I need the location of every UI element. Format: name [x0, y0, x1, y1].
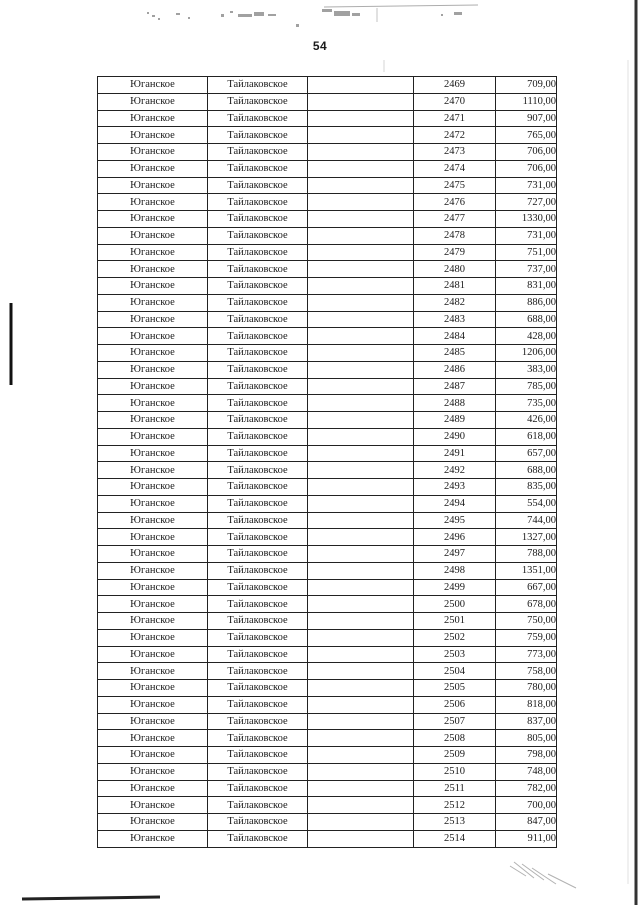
table-row: [98, 244, 557, 261]
subdistrict-cell: Тайлаковское: [208, 529, 308, 546]
blank-cell: [308, 311, 414, 328]
page-number: 54: [312, 39, 328, 53]
subdistrict-cell: Тайлаковское: [208, 495, 308, 512]
area-cell: 727,00: [496, 194, 557, 211]
area-cell: 706,00: [496, 160, 557, 177]
table-row: [98, 110, 557, 127]
blank-cell: [308, 747, 414, 764]
blank-cell: [308, 780, 414, 797]
area-cell: 758,00: [496, 663, 557, 680]
district-cell: Юганское: [98, 512, 208, 529]
district-cell: Юганское: [98, 194, 208, 211]
blank-cell: [308, 596, 414, 613]
table-row: [98, 378, 557, 395]
district-cell: Юганское: [98, 579, 208, 596]
plot-number-cell: 2484: [414, 328, 496, 345]
area-cell: 780,00: [496, 680, 557, 697]
table-row: [98, 93, 557, 110]
blank-cell: [308, 378, 414, 395]
blank-cell: [308, 428, 414, 445]
subdistrict-cell: Тайлаковское: [208, 780, 308, 797]
subdistrict-cell: Тайлаковское: [208, 294, 308, 311]
area-cell: 765,00: [496, 127, 557, 144]
subdistrict-cell: Тайлаковское: [208, 261, 308, 278]
subdistrict-cell: Тайлаковское: [208, 110, 308, 127]
subdistrict-cell: Тайлаковское: [208, 462, 308, 479]
plot-number-cell: 2508: [414, 730, 496, 747]
blank-cell: [308, 680, 414, 697]
district-cell: Юганское: [98, 546, 208, 563]
subdistrict-cell: Тайлаковское: [208, 345, 308, 362]
area-cell: 818,00: [496, 696, 557, 713]
plot-number-cell: 2478: [414, 227, 496, 244]
blank-cell: [308, 495, 414, 512]
district-cell: Юганское: [98, 797, 208, 814]
district-cell: Юганское: [98, 780, 208, 797]
blank-cell: [308, 93, 414, 110]
subdistrict-cell: Тайлаковское: [208, 77, 308, 94]
plot-number-cell: 2507: [414, 713, 496, 730]
blank-cell: [308, 261, 414, 278]
district-cell: Юганское: [98, 747, 208, 764]
blank-cell: [308, 830, 414, 847]
plot-number-cell: 2492: [414, 462, 496, 479]
plot-number-cell: 2503: [414, 646, 496, 663]
blank-cell: [308, 663, 414, 680]
plot-number-cell: 2497: [414, 546, 496, 563]
subdistrict-cell: Тайлаковское: [208, 629, 308, 646]
blank-cell: [308, 194, 414, 211]
table-row: [98, 412, 557, 429]
table-row: [98, 646, 557, 663]
subdistrict-cell: Тайлаковское: [208, 311, 308, 328]
plot-number-cell: 2504: [414, 663, 496, 680]
subdistrict-cell: Тайлаковское: [208, 814, 308, 831]
subdistrict-cell: Тайлаковское: [208, 747, 308, 764]
plot-number-cell: 2479: [414, 244, 496, 261]
district-cell: Юганское: [98, 613, 208, 630]
blank-cell: [308, 546, 414, 563]
plot-number-cell: 2500: [414, 596, 496, 613]
area-cell: 907,00: [496, 110, 557, 127]
district-cell: Юганское: [98, 763, 208, 780]
plot-number-cell: 2498: [414, 562, 496, 579]
district-cell: Юганское: [98, 110, 208, 127]
area-cell: 759,00: [496, 629, 557, 646]
district-cell: Юганское: [98, 311, 208, 328]
table-row: [98, 663, 557, 680]
district-cell: Юганское: [98, 696, 208, 713]
plot-number-cell: 2470: [414, 93, 496, 110]
plot-number-cell: 2502: [414, 629, 496, 646]
subdistrict-cell: Тайлаковское: [208, 194, 308, 211]
blank-cell: [308, 713, 414, 730]
plot-number-cell: 2477: [414, 211, 496, 228]
blank-cell: [308, 763, 414, 780]
district-cell: Юганское: [98, 127, 208, 144]
table-row: [98, 127, 557, 144]
blank-cell: [308, 479, 414, 496]
blank-cell: [308, 613, 414, 630]
plot-number-cell: 2493: [414, 479, 496, 496]
plot-number-cell: 2483: [414, 311, 496, 328]
table-row: [98, 613, 557, 630]
area-cell: 788,00: [496, 546, 557, 563]
blank-cell: [308, 160, 414, 177]
subdistrict-cell: Тайлаковское: [208, 479, 308, 496]
table-row: [98, 278, 557, 295]
table-row: [98, 780, 557, 797]
plot-number-cell: 2511: [414, 780, 496, 797]
table-row: [98, 194, 557, 211]
plot-number-cell: 2499: [414, 579, 496, 596]
table-row: [98, 160, 557, 177]
table-row: [98, 361, 557, 378]
plot-number-cell: 2480: [414, 261, 496, 278]
area-cell: 688,00: [496, 311, 557, 328]
district-cell: Юганское: [98, 646, 208, 663]
blank-cell: [308, 244, 414, 261]
table-row: [98, 814, 557, 831]
area-cell: 678,00: [496, 596, 557, 613]
subdistrict-cell: Тайлаковское: [208, 227, 308, 244]
plot-number-cell: 2485: [414, 345, 496, 362]
blank-cell: [308, 412, 414, 429]
table-row: [98, 261, 557, 278]
plot-number-cell: 2487: [414, 378, 496, 395]
area-cell: 731,00: [496, 177, 557, 194]
district-cell: Юганское: [98, 144, 208, 161]
table-row: [98, 345, 557, 362]
subdistrict-cell: Тайлаковское: [208, 93, 308, 110]
area-cell: 1110,00: [496, 93, 557, 110]
table-row: [98, 227, 557, 244]
plot-number-cell: 2512: [414, 797, 496, 814]
area-cell: 785,00: [496, 378, 557, 395]
plot-number-cell: 2510: [414, 763, 496, 780]
district-cell: Юганское: [98, 412, 208, 429]
district-cell: Юганское: [98, 244, 208, 261]
subdistrict-cell: Тайлаковское: [208, 680, 308, 697]
subdistrict-cell: Тайлаковское: [208, 596, 308, 613]
district-cell: Юганское: [98, 378, 208, 395]
plot-number-cell: 2495: [414, 512, 496, 529]
table-row: [98, 495, 557, 512]
area-cell: 773,00: [496, 646, 557, 663]
table-row: [98, 311, 557, 328]
district-cell: Юганское: [98, 294, 208, 311]
area-cell: 847,00: [496, 814, 557, 831]
area-cell: 700,00: [496, 797, 557, 814]
area-cell: 744,00: [496, 512, 557, 529]
subdistrict-cell: Тайлаковское: [208, 160, 308, 177]
district-cell: Юганское: [98, 479, 208, 496]
area-cell: 706,00: [496, 144, 557, 161]
table-row: [98, 211, 557, 228]
table-row: [98, 428, 557, 445]
district-cell: Юганское: [98, 730, 208, 747]
blank-cell: [308, 110, 414, 127]
area-cell: 618,00: [496, 428, 557, 445]
table-row: [98, 546, 557, 563]
plot-number-cell: 2474: [414, 160, 496, 177]
area-cell: 554,00: [496, 495, 557, 512]
table-row: [98, 596, 557, 613]
district-cell: Юганское: [98, 663, 208, 680]
subdistrict-cell: Тайлаковское: [208, 613, 308, 630]
district-cell: Юганское: [98, 713, 208, 730]
district-cell: Юганское: [98, 227, 208, 244]
table-row: [98, 529, 557, 546]
plot-number-cell: 2489: [414, 412, 496, 429]
table-row: [98, 579, 557, 596]
area-cell: 657,00: [496, 445, 557, 462]
blank-cell: [308, 345, 414, 362]
blank-cell: [308, 294, 414, 311]
subdistrict-cell: Тайлаковское: [208, 244, 308, 261]
plot-number-cell: 2506: [414, 696, 496, 713]
blank-cell: [308, 797, 414, 814]
subdistrict-cell: Тайлаковское: [208, 663, 308, 680]
district-cell: Юганское: [98, 177, 208, 194]
area-cell: 688,00: [496, 462, 557, 479]
area-cell: 831,00: [496, 278, 557, 295]
subdistrict-cell: Тайлаковское: [208, 562, 308, 579]
table-row: [98, 696, 557, 713]
subdistrict-cell: Тайлаковское: [208, 177, 308, 194]
district-cell: Юганское: [98, 462, 208, 479]
table-row: [98, 562, 557, 579]
plot-number-cell: 2481: [414, 278, 496, 295]
subdistrict-cell: Тайлаковское: [208, 378, 308, 395]
table-row: [98, 144, 557, 161]
district-cell: Юганское: [98, 596, 208, 613]
subdistrict-cell: Тайлаковское: [208, 395, 308, 412]
subdistrict-cell: Тайлаковское: [208, 763, 308, 780]
blank-cell: [308, 177, 414, 194]
plot-number-cell: 2475: [414, 177, 496, 194]
area-cell: 1327,00: [496, 529, 557, 546]
district-cell: Юганское: [98, 529, 208, 546]
blank-cell: [308, 227, 414, 244]
plot-number-cell: 2473: [414, 144, 496, 161]
district-cell: Юганское: [98, 680, 208, 697]
area-cell: 667,00: [496, 579, 557, 596]
district-cell: Юганское: [98, 445, 208, 462]
subdistrict-cell: Тайлаковское: [208, 797, 308, 814]
area-cell: 835,00: [496, 479, 557, 496]
plot-number-cell: 2486: [414, 361, 496, 378]
subdistrict-cell: Тайлаковское: [208, 445, 308, 462]
table-row: [98, 763, 557, 780]
blank-cell: [308, 395, 414, 412]
table-row: [98, 462, 557, 479]
subdistrict-cell: Тайлаковское: [208, 144, 308, 161]
plot-number-cell: 2488: [414, 395, 496, 412]
table-row: [98, 680, 557, 697]
subdistrict-cell: Тайлаковское: [208, 730, 308, 747]
district-cell: Юганское: [98, 93, 208, 110]
area-cell: 426,00: [496, 412, 557, 429]
district-cell: Юганское: [98, 395, 208, 412]
district-cell: Юганское: [98, 261, 208, 278]
table-row: [98, 512, 557, 529]
blank-cell: [308, 144, 414, 161]
subdistrict-cell: Тайлаковское: [208, 278, 308, 295]
blank-cell: [308, 462, 414, 479]
plot-number-cell: 2496: [414, 529, 496, 546]
subdistrict-cell: Тайлаковское: [208, 512, 308, 529]
subdistrict-cell: Тайлаковское: [208, 361, 308, 378]
blank-cell: [308, 127, 414, 144]
table-row: [98, 177, 557, 194]
area-cell: 748,00: [496, 763, 557, 780]
table-row: [98, 730, 557, 747]
area-cell: 782,00: [496, 780, 557, 797]
plot-number-cell: 2482: [414, 294, 496, 311]
table-row: [98, 77, 557, 94]
plot-number-cell: 2491: [414, 445, 496, 462]
blank-cell: [308, 361, 414, 378]
blank-cell: [308, 646, 414, 663]
subdistrict-cell: Тайлаковское: [208, 830, 308, 847]
area-cell: 750,00: [496, 613, 557, 630]
plot-number-cell: 2505: [414, 680, 496, 697]
plot-number-cell: 2494: [414, 495, 496, 512]
subdistrict-cell: Тайлаковское: [208, 646, 308, 663]
subdistrict-cell: Тайлаковское: [208, 696, 308, 713]
area-cell: 428,00: [496, 328, 557, 345]
plot-number-cell: 2501: [414, 613, 496, 630]
table-row: [98, 395, 557, 412]
plot-number-cell: 2476: [414, 194, 496, 211]
area-cell: 911,00: [496, 830, 557, 847]
plot-number-cell: 2469: [414, 77, 496, 94]
area-cell: 737,00: [496, 261, 557, 278]
subdistrict-cell: Тайлаковское: [208, 127, 308, 144]
table-row: [98, 797, 557, 814]
area-cell: 805,00: [496, 730, 557, 747]
blank-cell: [308, 579, 414, 596]
subdistrict-cell: Тайлаковское: [208, 546, 308, 563]
blank-cell: [308, 814, 414, 831]
district-cell: Юганское: [98, 211, 208, 228]
district-cell: Юганское: [98, 428, 208, 445]
area-cell: 1330,00: [496, 211, 557, 228]
area-cell: 1351,00: [496, 562, 557, 579]
plot-number-cell: 2471: [414, 110, 496, 127]
district-cell: Юганское: [98, 830, 208, 847]
plot-number-cell: 2514: [414, 830, 496, 847]
table-row: [98, 629, 557, 646]
area-cell: 837,00: [496, 713, 557, 730]
blank-cell: [308, 696, 414, 713]
blank-cell: [308, 445, 414, 462]
table-row: [98, 445, 557, 462]
district-cell: Юганское: [98, 495, 208, 512]
subdistrict-cell: Тайлаковское: [208, 713, 308, 730]
blank-cell: [308, 278, 414, 295]
area-cell: 731,00: [496, 227, 557, 244]
blank-cell: [308, 77, 414, 94]
plot-number-cell: 2513: [414, 814, 496, 831]
table-row: [98, 479, 557, 496]
blank-cell: [308, 529, 414, 546]
blank-cell: [308, 211, 414, 228]
district-cell: Юганское: [98, 562, 208, 579]
plot-number-cell: 2472: [414, 127, 496, 144]
plot-number-cell: 2490: [414, 428, 496, 445]
subdistrict-cell: Тайлаковское: [208, 328, 308, 345]
subdistrict-cell: Тайлаковское: [208, 412, 308, 429]
table-row: [98, 294, 557, 311]
plot-number-cell: 2509: [414, 747, 496, 764]
subdistrict-cell: Тайлаковское: [208, 211, 308, 228]
district-cell: Юганское: [98, 814, 208, 831]
district-cell: Юганское: [98, 77, 208, 94]
district-cell: Юганское: [98, 328, 208, 345]
register-body: [98, 77, 557, 848]
area-cell: 886,00: [496, 294, 557, 311]
table-row: [98, 328, 557, 345]
district-cell: Юганское: [98, 361, 208, 378]
blank-cell: [308, 629, 414, 646]
district-cell: Юганское: [98, 160, 208, 177]
district-cell: Юганское: [98, 345, 208, 362]
area-cell: 735,00: [496, 395, 557, 412]
area-cell: 751,00: [496, 244, 557, 261]
area-cell: 383,00: [496, 361, 557, 378]
blank-cell: [308, 512, 414, 529]
area-cell: 709,00: [496, 77, 557, 94]
area-cell: 1206,00: [496, 345, 557, 362]
area-cell: 798,00: [496, 747, 557, 764]
register-table: [97, 76, 557, 848]
district-cell: Юганское: [98, 629, 208, 646]
subdistrict-cell: Тайлаковское: [208, 579, 308, 596]
blank-cell: [308, 730, 414, 747]
table-row: [98, 830, 557, 847]
blank-cell: [308, 328, 414, 345]
table-row: [98, 713, 557, 730]
blank-cell: [308, 562, 414, 579]
table-row: [98, 747, 557, 764]
district-cell: Юганское: [98, 278, 208, 295]
subdistrict-cell: Тайлаковское: [208, 428, 308, 445]
